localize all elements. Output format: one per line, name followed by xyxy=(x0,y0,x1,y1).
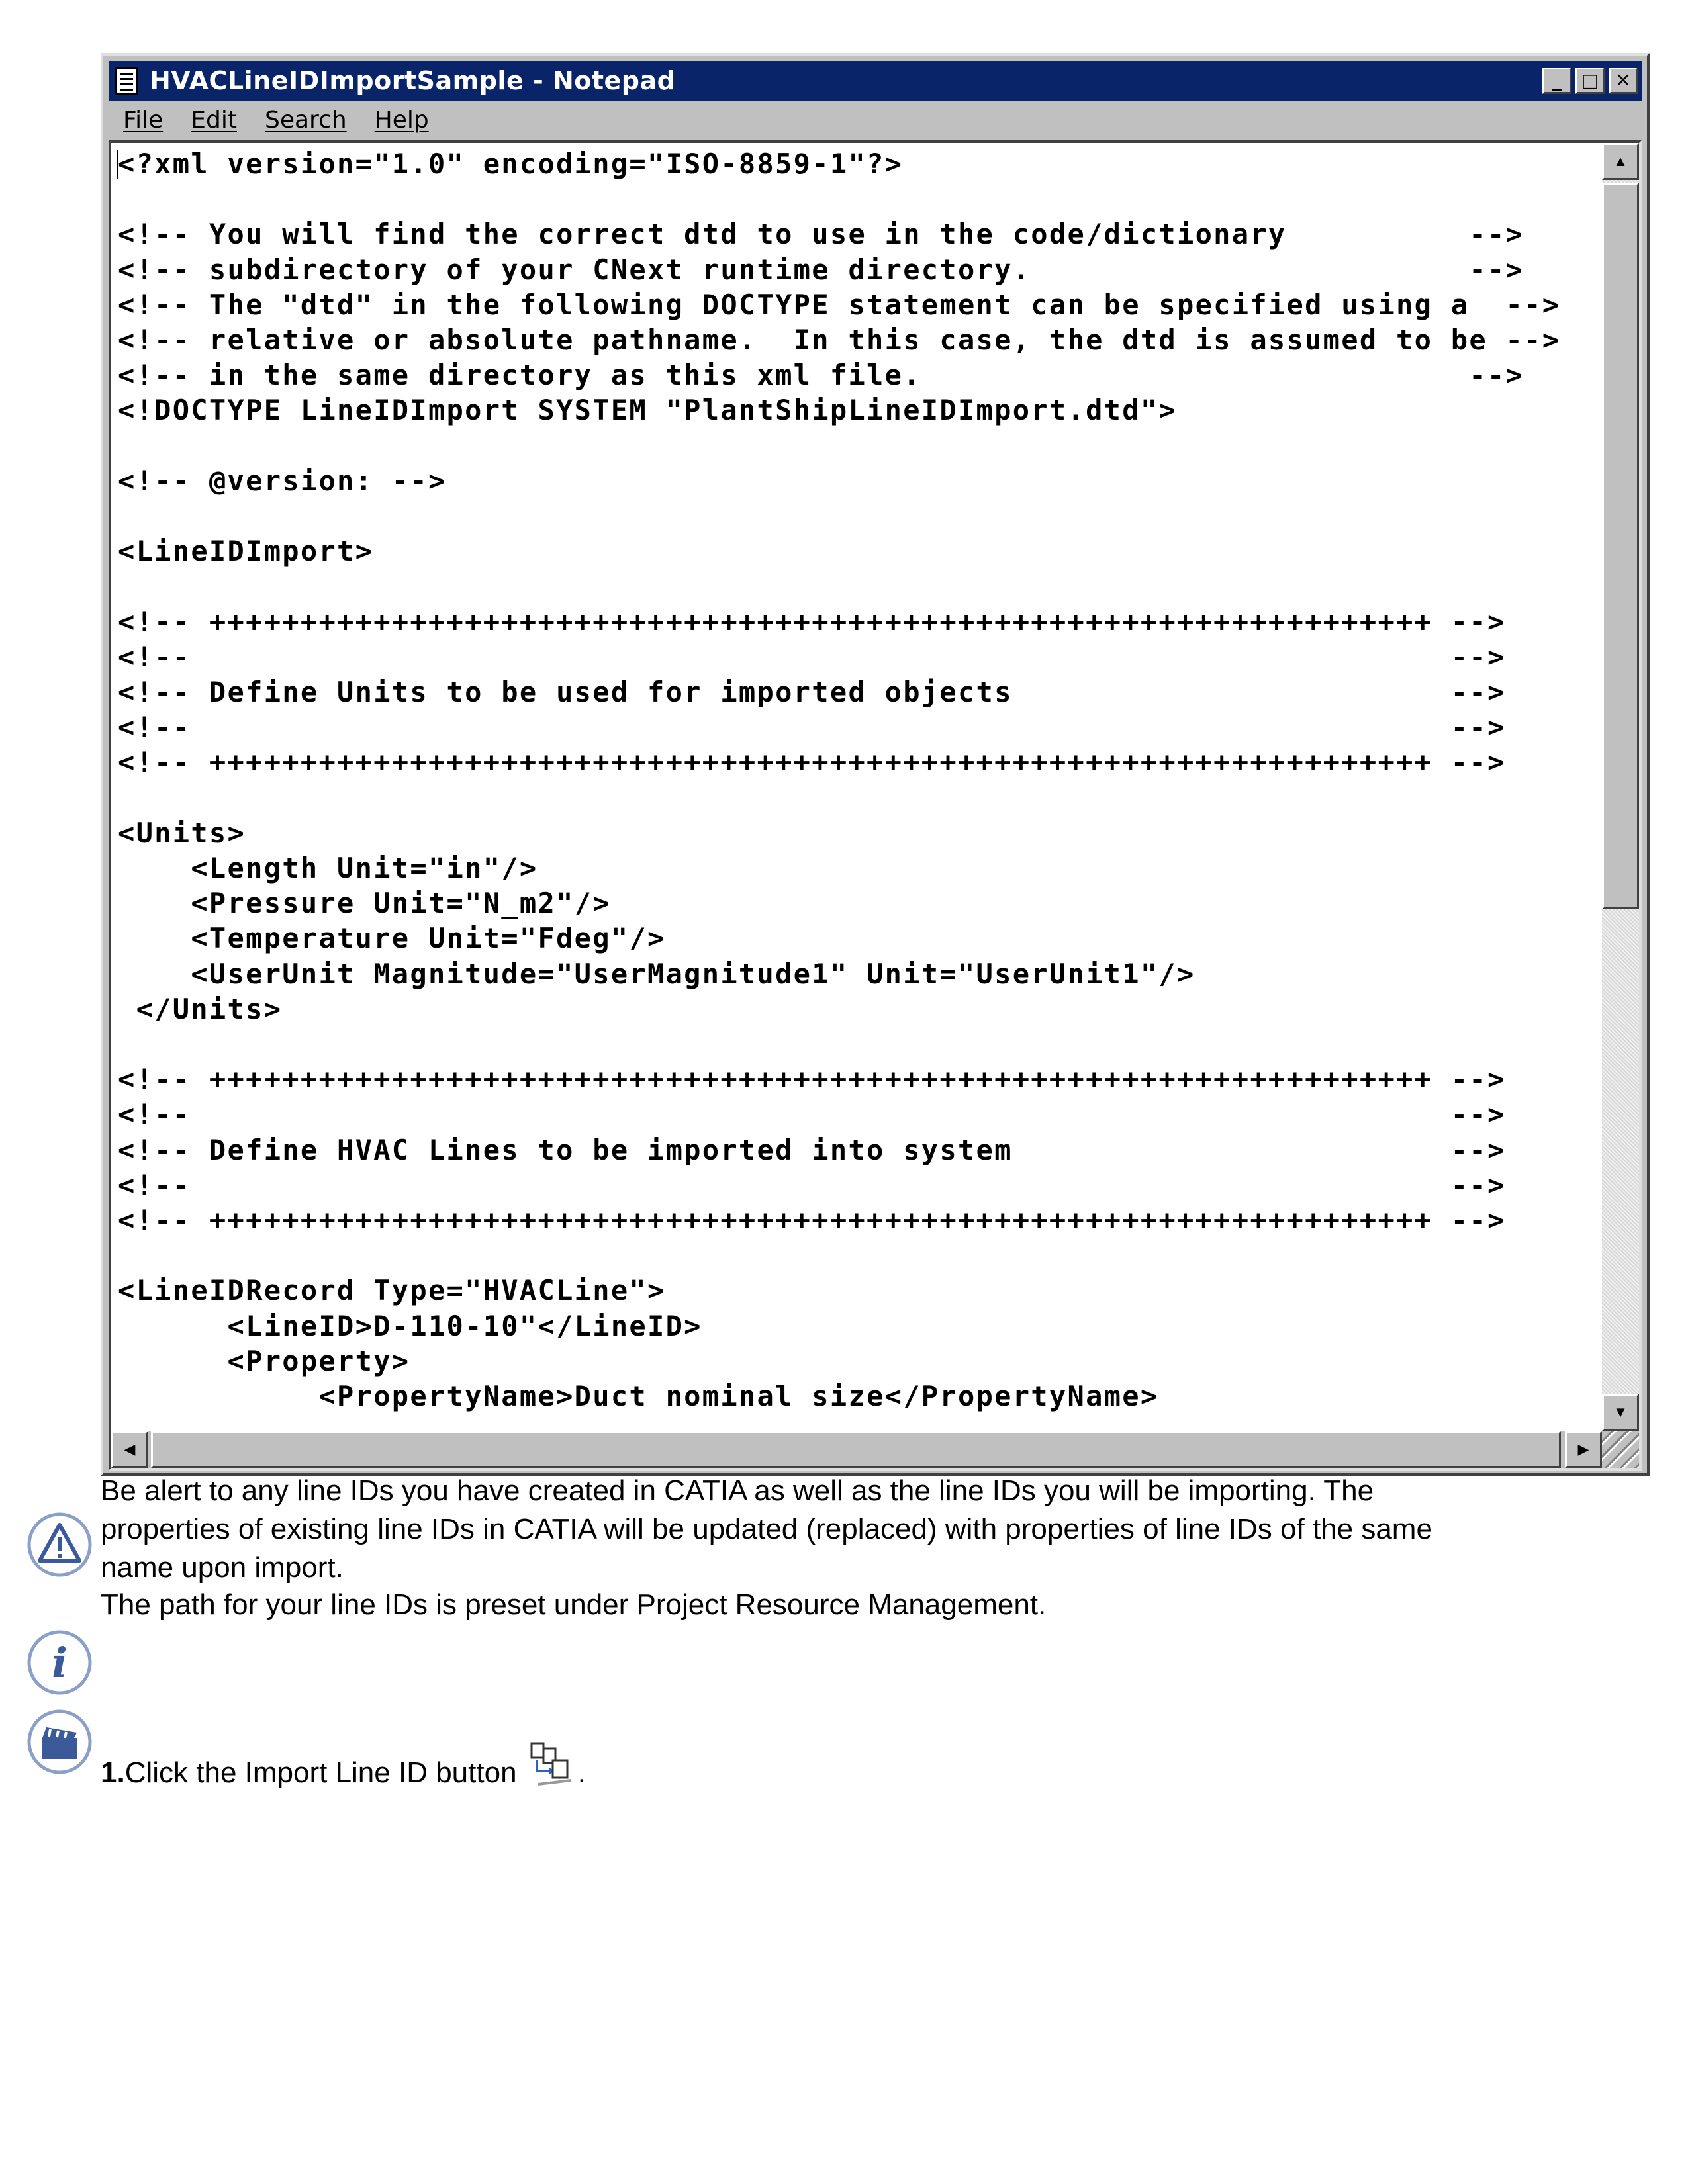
window-title: HVACLineIDImportSample - Notepad xyxy=(150,66,676,95)
code-line: <Temperature Unit="Fdeg"/> xyxy=(118,922,666,955)
notepad-icon xyxy=(115,67,138,95)
code-line: <LineID>D-110-10"</LineID> xyxy=(118,1309,702,1342)
warning-line: Be alert to any line IDs you have created in CATIA as well as the line IDs you will be importing. The xyxy=(101,1475,1374,1507)
code-line: <UserUnit Magnitude="UserMagnitude1" Unit="UserUnit1"/> xyxy=(118,957,1196,990)
menu-search[interactable]: Search xyxy=(264,106,347,134)
step-number: 1. xyxy=(101,1756,125,1789)
code-line: <!-- Define Units to be used for imported objects --> xyxy=(118,676,1506,708)
title-bar[interactable] xyxy=(109,61,1642,101)
svg-text:i: i xyxy=(52,1639,68,1687)
code-line: <!-- +++++++++++++++++++++++++++++++++++++++++++++++++++++++++++++++++++ --> xyxy=(118,605,1506,638)
notepad-window xyxy=(101,53,1650,1476)
menu-edit[interactable]: Edit xyxy=(191,106,237,134)
horizontal-scroll-thumb[interactable] xyxy=(151,1431,1561,1468)
menu-help[interactable]: Help xyxy=(374,106,429,134)
code-line: <PropertyName>Duct nominal size</PropertyName> xyxy=(118,1380,1159,1412)
info-icon xyxy=(26,1629,93,1696)
code-line: </Units> xyxy=(118,992,283,1025)
code-line: <!-- +++++++++++++++++++++++++++++++++++++++++++++++++++++++++++++++++++ --> xyxy=(118,746,1506,779)
vertical-scrollbar[interactable] xyxy=(1602,143,1639,1431)
code-line: <!-- Define HVAC Lines to be imported into system --> xyxy=(118,1133,1506,1166)
warning-line: properties of existing line IDs in CATIA will be updated (replaced) with properties of line IDs of the same xyxy=(101,1513,1432,1545)
step-1 xyxy=(101,1745,586,1792)
resize-grip-icon[interactable] xyxy=(1602,1431,1639,1468)
maximize-button[interactable]: □ xyxy=(1575,68,1605,94)
code-line: <!-- --> xyxy=(118,1168,1506,1201)
scroll-down-button[interactable]: ▼ xyxy=(1602,1394,1639,1431)
code-line: <!-- @version: --> xyxy=(118,464,447,497)
code-line: <!DOCTYPE LineIDImport SYSTEM "PlantShipLineIDImport.dtd"> xyxy=(118,394,1177,427)
code-line: <Length Unit="in"/> xyxy=(118,852,538,884)
step-clapper-icon xyxy=(26,1709,93,1775)
text-editor[interactable] xyxy=(109,140,1642,1471)
scroll-right-button[interactable]: ▶ xyxy=(1565,1431,1602,1468)
scroll-left-button[interactable]: ◀ xyxy=(111,1431,148,1468)
import-line-id-icon[interactable] xyxy=(525,1741,578,1788)
code-line: <!-- You will find the correct dtd to use in the code/dictionary --> xyxy=(118,218,1524,251)
warning-line: name upon import. xyxy=(101,1551,344,1584)
code-line: <!-- subdirectory of your CNext runtime directory. --> xyxy=(118,253,1524,286)
code-line: <!-- The "dtd" in the following DOCTYPE statement can be specified using a --> xyxy=(118,288,1561,321)
info-note: The path for your line IDs is preset under Project Resource Management. xyxy=(101,1588,1047,1621)
vertical-scroll-thumb[interactable] xyxy=(1602,183,1639,909)
minimize-button[interactable]: _ xyxy=(1542,68,1571,94)
warning-note xyxy=(101,1472,1432,1587)
step-text: Click the Import Line ID button xyxy=(124,1756,517,1789)
code-line: <!-- --> xyxy=(118,640,1506,673)
code-line: <!-- in the same directory as this xml file. --> xyxy=(118,359,1524,392)
code-line: <!-- relative or absolute pathname. In this case, the dtd is assumed to be --> xyxy=(118,324,1561,356)
horizontal-scrollbar[interactable] xyxy=(111,1431,1602,1468)
code-line: <?xml version="1.0" encoding="ISO-8859-1"?> xyxy=(118,148,904,180)
code-line: <Units> xyxy=(118,816,246,849)
code-line: <!-- --> xyxy=(118,711,1506,744)
step-suffix: . xyxy=(577,1756,586,1789)
warning-icon xyxy=(26,1512,93,1578)
text-content[interactable] xyxy=(111,143,1601,1420)
close-button[interactable]: ✕ xyxy=(1609,68,1638,94)
code-line: <!-- --> xyxy=(118,1098,1506,1131)
menu-bar xyxy=(109,103,1642,136)
code-line: <Pressure Unit="N_m2"/> xyxy=(118,887,611,920)
code-line: <Property> xyxy=(118,1344,410,1377)
code-line: <LineIDImport> xyxy=(118,535,374,568)
menu-file[interactable]: File xyxy=(123,106,164,134)
code-line: <!-- +++++++++++++++++++++++++++++++++++++++++++++++++++++++++++++++++++ --> xyxy=(118,1063,1506,1096)
scroll-up-button[interactable]: ▲ xyxy=(1602,143,1639,180)
code-line: <!-- +++++++++++++++++++++++++++++++++++++++++++++++++++++++++++++++++++ --> xyxy=(118,1204,1506,1236)
code-line: <LineIDRecord Type="HVACLine"> xyxy=(118,1274,666,1307)
